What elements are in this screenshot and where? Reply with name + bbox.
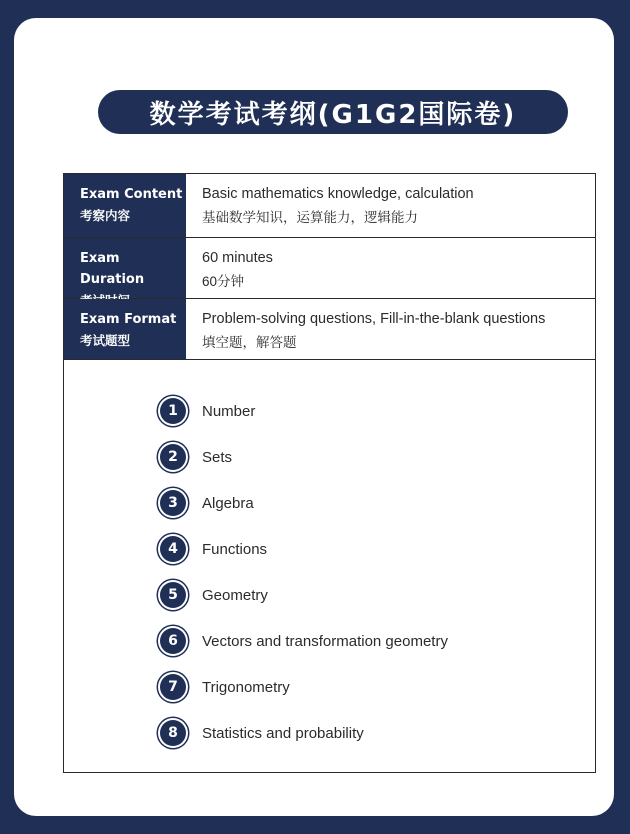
info-value-zh: 60分钟 [202,274,245,289]
list-item [160,480,448,526]
info-value-zh: 基础数学知识，运算能力，逻辑能力 [202,210,418,225]
list-item [160,526,448,572]
number-badge: 2 [160,444,186,470]
number-badge: 6 [160,628,186,654]
info-label-zh: 考试题型 [80,333,131,348]
number-badge: 3 [160,490,186,516]
info-row-content [64,174,595,238]
exam-info-table [63,173,596,773]
topic-list [160,388,448,756]
topic-label: Sets [202,448,233,466]
number-badge: 7 [160,674,186,700]
info-label [64,299,186,359]
content-card [14,18,614,816]
topic-label: Functions [202,540,268,558]
page-title: 数学考试考纲(G1G2国际卷) [98,90,568,134]
topic-label: Number [202,402,256,420]
info-label-en: Exam Duration [80,251,145,287]
topic-label: Vectors and transformation geometry [202,632,448,650]
number-badge: 1 [160,398,186,424]
number-badge: 8 [160,720,186,746]
list-item [160,388,448,434]
topic-label: Geometry [202,586,268,604]
list-item [160,710,448,756]
info-row-format [64,299,595,360]
info-value [186,238,595,298]
list-item [160,618,448,664]
list-item [160,434,448,480]
topic-label: Statistics and probability [202,724,364,742]
info-row-duration [64,238,595,299]
list-item [160,572,448,618]
info-label [64,238,186,298]
number-badge: 5 [160,582,186,608]
list-item [160,664,448,710]
topic-label: Trigonometry [202,678,290,696]
topic-label: Algebra [202,494,254,512]
info-label-zh: 考察内容 [80,208,131,223]
info-value-en: Problem-solving questions, Fill-in-the-blank questions [202,311,546,327]
info-label-en: Exam Format [80,312,177,327]
info-value-en: Basic mathematics knowledge, calculation [202,186,474,202]
info-value-en: 60 minutes [202,250,273,266]
info-value [186,299,595,359]
number-badge: 4 [160,536,186,562]
info-value-zh: 填空题，解答题 [202,335,297,350]
info-label-en: Exam Content [80,187,183,202]
info-label [64,174,186,237]
info-value [186,174,595,237]
